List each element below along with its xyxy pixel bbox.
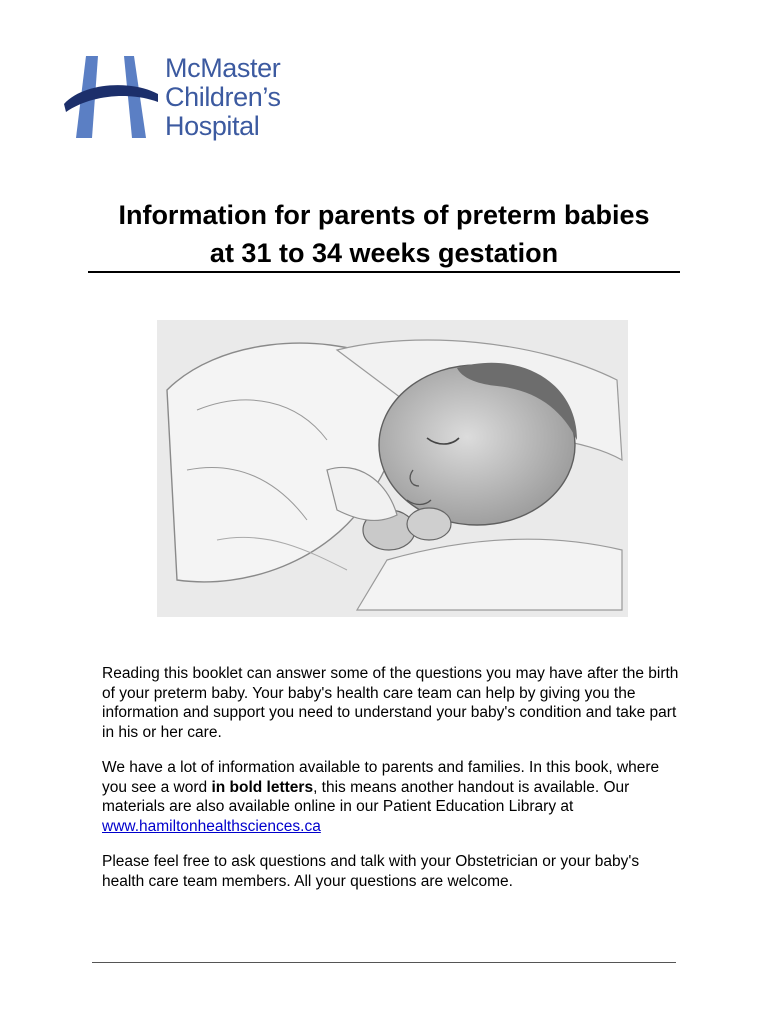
title-line-2: at 31 to 34 weeks gestation	[209, 238, 559, 268]
paragraph-resources	[102, 758, 682, 836]
paragraph-questions: Please feel free to ask questions and talk with your Obstetrician or your baby's health care team members. All your questions are welcome.	[102, 853, 640, 890]
p2-text-before: We have a lot of information available to parents and families. In this book, where you see a word	[102, 759, 660, 796]
title-underline	[88, 271, 680, 273]
sleeping-baby-illustration	[157, 320, 628, 617]
paragraph-intro: Reading this booklet can answer some of the questions you may have after the birth of your preterm baby. Your baby's health care team can help by giving you the information and support you need to understand your baby's condition and take part in his or her care.	[102, 665, 679, 741]
p2-text-after: , this means another handout is available. Our materials are also available online in our Patient Education Library at	[102, 778, 630, 815]
title-line-1: Information for parents of preterm babies	[118, 200, 650, 230]
logo-line-1: McMaster	[165, 53, 281, 83]
intro-text	[102, 664, 682, 907]
bold-letters-text: in bold letters	[211, 778, 314, 796]
footer-divider	[92, 962, 676, 963]
logo-line-2: Children’s	[165, 82, 281, 112]
website-link[interactable]: www.hamiltonhealthsciences.ca	[102, 817, 321, 835]
hospital-logo	[62, 52, 312, 147]
logo-line-3: Hospital	[165, 111, 260, 141]
document-title	[60, 196, 708, 272]
logo-wordmark	[165, 54, 315, 141]
logo-h-mark-icon	[62, 52, 162, 142]
